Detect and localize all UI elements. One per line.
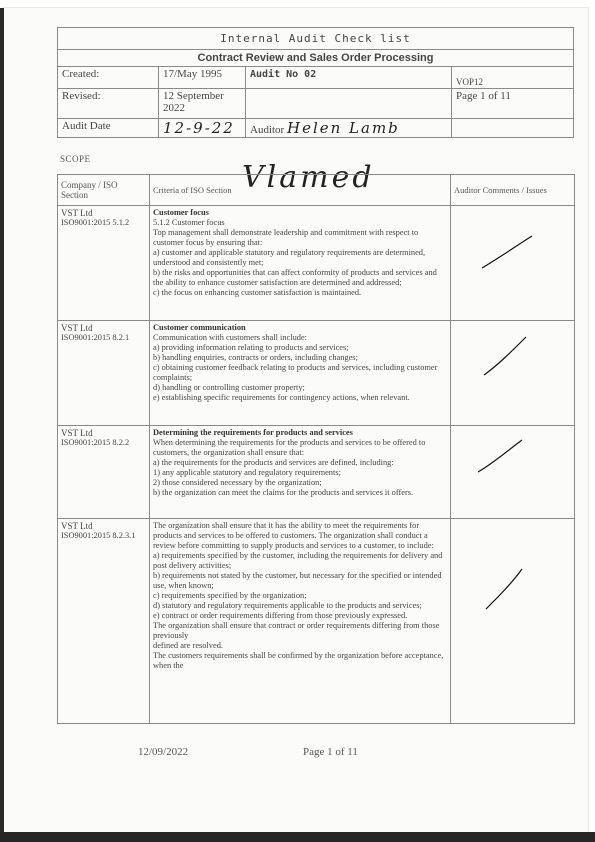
row-criteria-title: Customer communication bbox=[153, 323, 246, 332]
revised-value: 12 September 2022 bbox=[159, 89, 246, 119]
row-company: VST Ltd bbox=[61, 323, 93, 333]
row-criteria-body: When determining the requirements for the products and services to be offered to customers, the organization shall ensure that: a) the requirements for the products and services are defined, including: 1) any applicable statutory and regulatory requirements; 2) those considered necessary by the organization; b) the organization can meet the claims for the products and services it offers. bbox=[153, 438, 426, 497]
revised-label: Revised: bbox=[58, 89, 159, 119]
row-comment-cell[interactable] bbox=[451, 426, 575, 519]
row-criteria-title: Customer focus bbox=[153, 208, 209, 217]
document-title: Internal Audit Check list bbox=[58, 28, 574, 50]
row-iso-section: ISO9001:2015 8.2.3.1 bbox=[61, 531, 136, 540]
row-iso-section: ISO9001:2015 8.2.2 bbox=[61, 438, 130, 447]
row-company: VST Ltd bbox=[61, 428, 93, 438]
scan-edge-bottom bbox=[0, 832, 595, 842]
checkmark-icon bbox=[454, 323, 572, 421]
row-comment-cell[interactable] bbox=[451, 206, 575, 321]
table-row bbox=[58, 426, 575, 519]
auditor-name-handwritten: Helen Lamb bbox=[286, 119, 400, 137]
header-table bbox=[57, 27, 574, 138]
checkmark-icon bbox=[454, 428, 572, 514]
row-comment-cell[interactable] bbox=[451, 519, 575, 724]
document-subtitle: Contract Review and Sales Order Processing bbox=[58, 50, 574, 67]
auditor-label: Auditor bbox=[250, 124, 285, 136]
row-iso-section: ISO9001:2015 8.2.1 bbox=[61, 333, 130, 342]
checkmark-icon bbox=[454, 521, 572, 719]
row-criteria-title: Determining the requirements for products and services bbox=[153, 428, 353, 437]
col-header-comments: Auditor Comments / Issues bbox=[451, 175, 575, 206]
row-iso-section: ISO9001:2015 5.1.2 bbox=[61, 218, 130, 227]
audit-date-handwritten: 12-9-22 bbox=[163, 119, 235, 137]
col-header-criteria: Criteria of ISO Section bbox=[150, 175, 451, 206]
row-company: VST Ltd bbox=[61, 208, 93, 218]
audit-criteria-table bbox=[57, 174, 575, 724]
table-row bbox=[58, 519, 575, 724]
created-value: 17/May 1995 bbox=[159, 67, 246, 89]
audit-date-label: Audit Date bbox=[58, 119, 159, 138]
scan-edge-left bbox=[0, 8, 4, 834]
footer-page-number: Page 1 of 11 bbox=[303, 746, 358, 758]
footer-date: 12/09/2022 bbox=[138, 746, 189, 758]
row-criteria-body: The organization shall ensure that it has the ability to meet the requirements for products and services to be offered to customers. The organization shall conduct a review before committing to supply products and services to a customer, to include: a) requirements specified by the customer, including the requirements for delivery and post delivery activities; b) requirements not stated by the customer, but necessary for the specified or intended use, when known; c) requirements specified by the organization; d) statutory and regulatory requirements applicable to the products and services; e) contract or order requirements differing from those previously expressed. The organization shall ensure that contract or order requirements differing from those previously defined are resolved. The customers requirements shall be confirmed by the organization before acceptance, when the bbox=[153, 521, 444, 670]
row-criteria-body: Communication with customers shall include: a) providing information relating to products and services; b) handling enquiries, contracts or orders, including changes; c) obtaining customer feedback relating to products and services, including customer complaints; d) handling or controlling customer property; e) establishing specific requirements for contingency actions, when relevant. bbox=[153, 333, 438, 402]
audit-number: Audit No 02 bbox=[250, 69, 317, 80]
row-criteria-body: 5.1.2 Customer focus Top management shall demonstrate leadership and commitment with respect to customer focus by ensuring that: a) customer and applicable statutory and regulatory requirements are determined, understood and consistently met; b) the risks and opportunities that can affect conformity of products and services and the ability to enhance customer satisfaction are determined and addressed; c) the focus on enhancing customer satisfaction is maintained. bbox=[153, 218, 437, 297]
checkmark-icon bbox=[454, 208, 572, 316]
document-code: VOP12 bbox=[452, 67, 574, 89]
scope-handwritten: Vlamed bbox=[242, 160, 375, 195]
table-row bbox=[58, 321, 575, 426]
table-row bbox=[58, 206, 575, 321]
header-page-number: Page 1 of 11 bbox=[452, 89, 574, 119]
scope-label: SCOPE bbox=[60, 154, 91, 164]
row-company: VST Ltd bbox=[61, 521, 93, 531]
row-comment-cell[interactable] bbox=[451, 321, 575, 426]
created-label: Created: bbox=[58, 67, 159, 89]
col-header-company: Company / ISO Section bbox=[58, 175, 150, 206]
